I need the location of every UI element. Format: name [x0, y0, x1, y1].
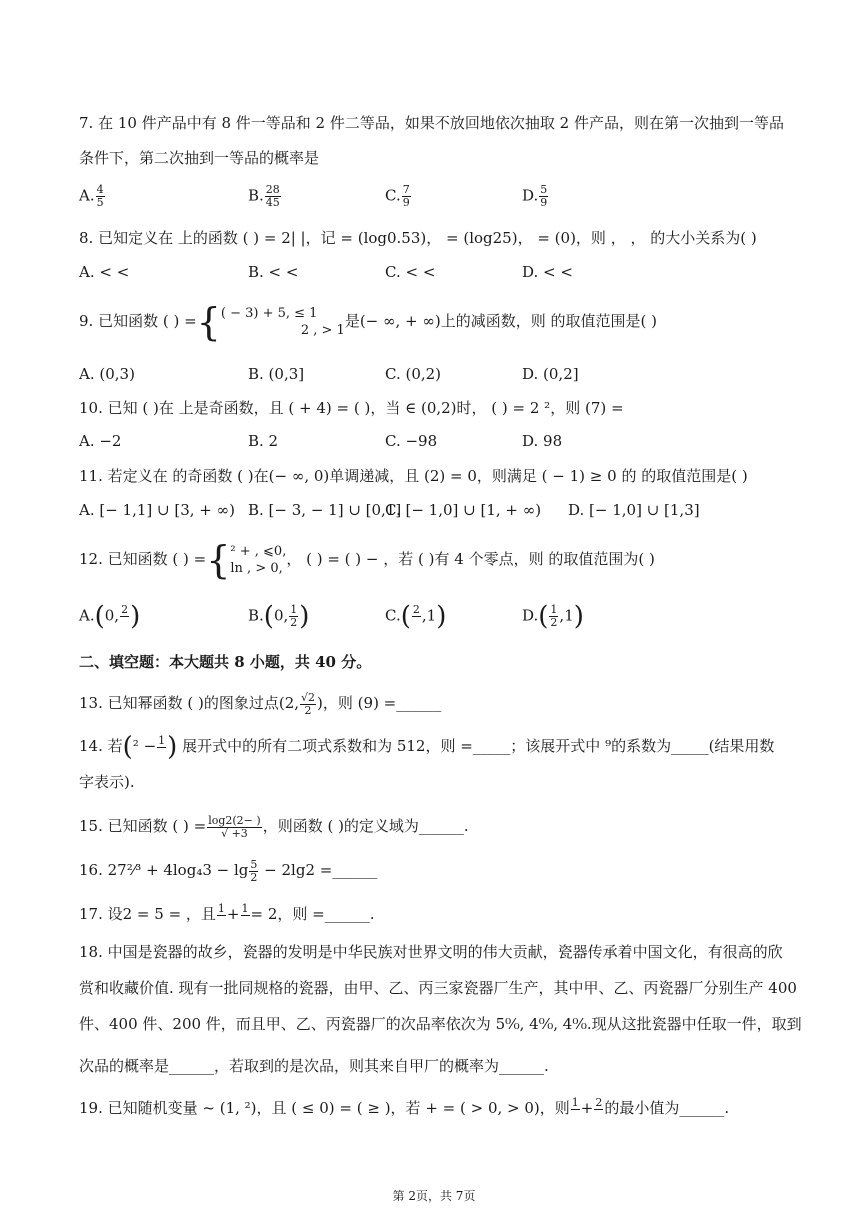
q7-option-a: A. $\frac{4}{5}$	[79, 183, 104, 209]
q14-line1: 14. 若(² − 1 ) 展开式中的所有二项式系数和为 512，则 =_____；该展开式中 ⁹的系数为_____(结果用数	[79, 732, 775, 762]
q11-stem: 11. 若定义在 的奇函数 ( )在(− ∞, 0)单调递减，且 (2) = 0，则满足 ( − 1) ≥ 0 的 的取值范围是( )	[79, 467, 748, 485]
q12-option-c: C.( 2 ,1)	[385, 601, 447, 632]
q7-option-c: C. $\frac{7}{9}$	[385, 183, 410, 209]
q7-line2: 条件下，第二次抽到一等品的概率是	[79, 149, 320, 167]
q8-option-c: C. < <	[385, 263, 436, 281]
q12-stem: 12. 已知函数 ( ) ={ ² + , ⩽0, ln , > 0, ， ( ) = ( ) − ，若 ( )有 4 个零点，则 的取值范围为( )	[79, 538, 655, 582]
q11-option-b: B. [− 3, − 1] ∪ [0,1]	[248, 501, 402, 519]
q10-option-a: A. −2	[79, 432, 122, 450]
q12-option-a: A.(0, 2 )	[79, 601, 141, 632]
q7-line1: 7. 在 10 件产品中有 8 件一等品和 2 件二等品，如果不放回地依次抽取 2 件产品，则在第一次抽到一等品	[79, 114, 784, 132]
q9-stem: 9. 已知函数 ( ) ={ ( − 3) + 5, ≤ 1 2 , > 1 是(− ∞, + ∞)上的减函数，则 的取值范围是( )	[79, 300, 657, 344]
q9-option-d: D. (0,2]	[522, 365, 579, 383]
q11-option-a: A. [− 1,1] ∪ [3, + ∞)	[79, 501, 235, 519]
q18-line3: 件、400 件、200 件，而且甲、乙、丙瓷器厂的次品率依次为 5⁰⁄₀, 4⁰⁄₀, 4⁰⁄₀.现从这批瓷器中任取一件，取到	[79, 1015, 802, 1033]
q8-option-d: D. < <	[522, 263, 573, 281]
q18-line2: 赏和收藏价值. 现有一批同规格的瓷器，由甲、乙、丙三家瓷器厂生产，其中甲、乙、丙瓷器厂分别生产 400	[79, 979, 797, 997]
q8-option-b: B. < <	[248, 263, 299, 281]
q10-stem: 10. 已知 ( )在 上是奇函数，且 ( + 4) = ( )，当 ∈ (0,2)时， ( ) = 2 ²，则 (7) =	[79, 399, 624, 417]
q12-option-d: D.( $\frac{1}{2}$ ,1)	[522, 601, 584, 632]
q9-option-b: B. (0,3]	[248, 365, 305, 383]
q11-option-c: C. [− 1,0] ∪ [1, + ∞)	[385, 501, 542, 519]
q11-option-d: D. [− 1,0] ∪ [1,3]	[568, 501, 700, 519]
section-fill-in-title: 二、填空题：本大题共 8 小题，共 40 分。	[79, 653, 372, 671]
q9-option-c: C. (0,2)	[385, 365, 442, 383]
q8-stem: 8. 已知定义在 上的函数 ( ) = 2| |，记 = (log0.53)， = (log25)， = (0)，则 ， ， 的大小关系为( )	[79, 229, 757, 247]
q9-option-a: A. (0,3)	[79, 365, 135, 383]
q12-option-b: B.(0, $\frac{1}{2}$ )	[248, 601, 310, 632]
q7-option-b: B. $\frac{28}{45}$	[248, 183, 280, 209]
page-footer: 第 2页，共 7页	[392, 1189, 476, 1203]
q15-stem: 15. 已知函数 ( ) = $\frac{\log 2(2- )}{√ +3}$ ，则函数 ( )的定义域为______.	[79, 813, 469, 840]
q7-option-d: D. $\frac{5}{9}$	[522, 183, 548, 209]
q8-option-a: A. < <	[79, 263, 130, 281]
q10-option-b: B. 2	[248, 432, 279, 450]
q13-stem: 13. 已知幂函数 ( )的图象过点(2, $\frac{√2}{2}$ )，则 (9) =______	[79, 690, 442, 717]
q18-line4: 次品的概率是______，若取到的是次品，则其来自甲厂的概率为______.	[79, 1057, 549, 1075]
q10-option-d: D. 98	[522, 432, 563, 450]
q14-line2: 字表示).	[79, 773, 135, 791]
q10-option-c: C. −98	[385, 432, 438, 450]
q16-stem: 16. 27²⁄³ + 4log₄3 − lg $\frac{5}{2}$ − 2lg2 =______	[79, 857, 378, 884]
q17-stem: 17. 设2 = 5 = ，且 1 + 1 = 2，则 =______.	[79, 901, 375, 923]
q19-stem: 19. 已知随机变量 ~ (1, ²)，且 ( ≤ 0) = ( ≥ )，若 + = ( > 0, > 0)，则 1 + 2 的最小值为______.	[79, 1095, 730, 1117]
q18-line1: 18. 中国是瓷器的故乡，瓷器的发明是中华民族对世界文明的伟大贡献，瓷器传承着中国文化，有很高的欣	[79, 943, 783, 961]
